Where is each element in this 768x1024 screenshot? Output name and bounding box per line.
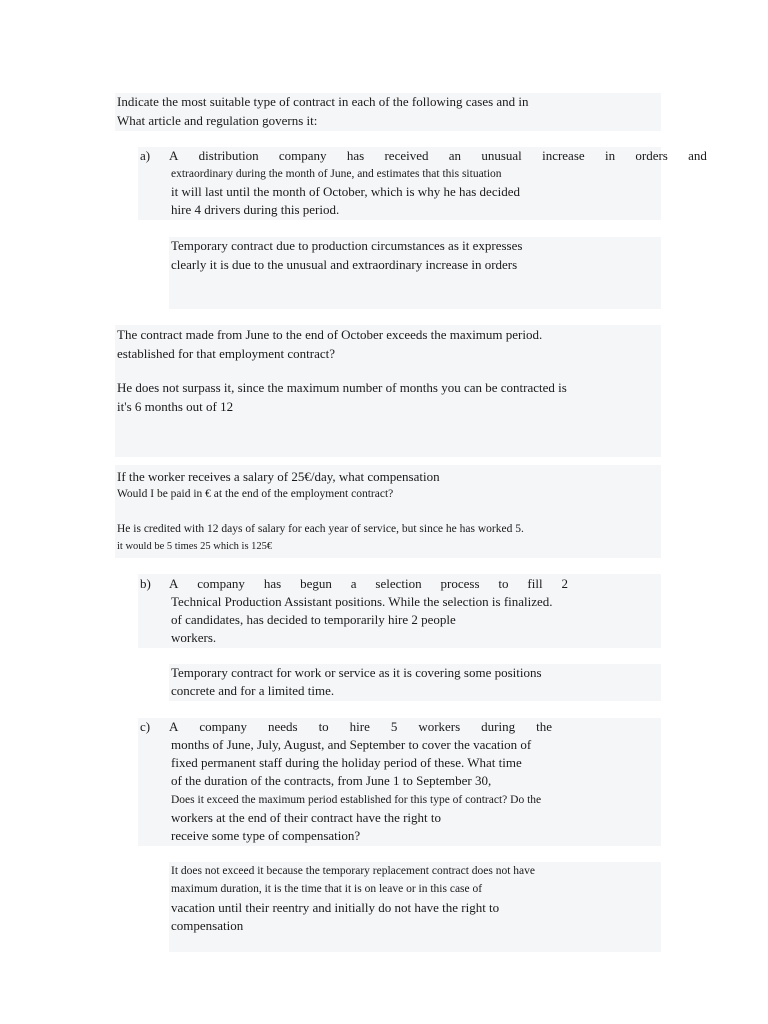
word: has (263, 576, 282, 591)
case-a-label: a) (140, 148, 151, 163)
compensation-answer-line: it would be 5 times 25 which is 125€ (117, 541, 273, 552)
word: an (448, 148, 462, 163)
word: during (481, 719, 516, 734)
word: process (440, 576, 480, 591)
word: workers (418, 719, 461, 734)
word: hire (349, 719, 370, 734)
period-answer-line: it's 6 months out of 12 (117, 399, 234, 414)
case-c-line: workers at the end of their contract have the right to (171, 810, 442, 825)
case-c-answer-line: compensation (171, 918, 244, 933)
case-c-answer-line: vacation until their reentry and initially do not have the right to (171, 900, 500, 915)
word: to (498, 576, 509, 591)
word: has (346, 148, 365, 163)
word: A (169, 148, 179, 163)
word: to (318, 719, 329, 734)
word: unusual (481, 148, 522, 163)
case-b-answer-line: concrete and for a limited time. (171, 683, 335, 698)
word: begun (300, 576, 332, 591)
case-a-line: extraordinary during the month of June, and estimates that this situation (171, 168, 502, 180)
word: needs (267, 719, 298, 734)
word: the (536, 719, 552, 734)
period-answer-line: He does not surpass it, since the maximum number of months you can be contracted is (117, 380, 567, 395)
word: in (604, 148, 616, 163)
word: and (688, 148, 707, 163)
case-c-line: months of June, July, August, and September to cover the vacation of (171, 737, 532, 752)
period-question-line: The contract made from June to the end of October exceeds the maximum period. (117, 327, 543, 342)
word: A (169, 576, 179, 591)
word: received (384, 148, 429, 163)
compensation-question-line: If the worker receives a salary of 25€/day, what compensation (117, 469, 440, 484)
intro-line: What article and regulation governs it: (117, 113, 318, 128)
word: 2 (561, 576, 568, 591)
compensation-answer-line: He is credited with 12 days of salary for each year of service, but since he has worked 5. (117, 523, 524, 535)
word: company (278, 148, 327, 163)
word: distribution (198, 148, 259, 163)
case-a-line: hire 4 drivers during this period. (171, 202, 340, 217)
case-a-answer-line: Temporary contract due to production circumstances as it expresses (171, 238, 523, 253)
case-c-line: Does it exceed the maximum period established for this type of contract? Do the (171, 794, 542, 806)
word: increase (542, 148, 585, 163)
word: fill (527, 576, 543, 591)
word: 5 (390, 719, 398, 734)
intro-line: Indicate the most suitable type of contract in each of the following cases and in (117, 94, 529, 109)
case-b-answer-line: Temporary contract for work or service as it is covering some positions (171, 665, 542, 680)
case-b-line: Technical Production Assistant positions. While the selection is finalized. (171, 594, 553, 609)
case-a-line: it will last until the month of October, which is why he has decided (171, 184, 520, 199)
compensation-question-line: Would I be paid in € at the end of the employment contract? (117, 488, 394, 500)
case-b-line: workers. (171, 630, 217, 645)
period-question-line: established for that employment contract? (117, 346, 336, 361)
word: a (350, 576, 357, 591)
word: selection (375, 576, 422, 591)
case-c-first-line (169, 718, 552, 736)
case-c-answer-line: It does not exceed it because the temporary replacement contract does not have (171, 865, 536, 877)
case-a-answer-line: clearly it is due to the unusual and extraordinary increase in orders (171, 257, 518, 272)
case-b-first-line (169, 575, 568, 593)
case-c-label: c) (140, 719, 151, 734)
word: company (197, 576, 245, 591)
case-c-answer-line: maximum duration, it is the time that it is on leave or in this case of (171, 883, 483, 895)
case-c-line: receive some type of compensation? (171, 828, 361, 843)
word: orders (635, 148, 668, 163)
word: A (169, 719, 179, 734)
case-a-first-line (169, 147, 707, 165)
case-b-label: b) (140, 576, 151, 591)
case-c-line: of the duration of the contracts, from June 1 to September 30, (171, 773, 492, 788)
word: company (199, 719, 248, 734)
case-b-line: of candidates, has decided to temporarily hire 2 people (171, 612, 456, 627)
case-c-line: fixed permanent staff during the holiday period of these. What time (171, 755, 522, 770)
